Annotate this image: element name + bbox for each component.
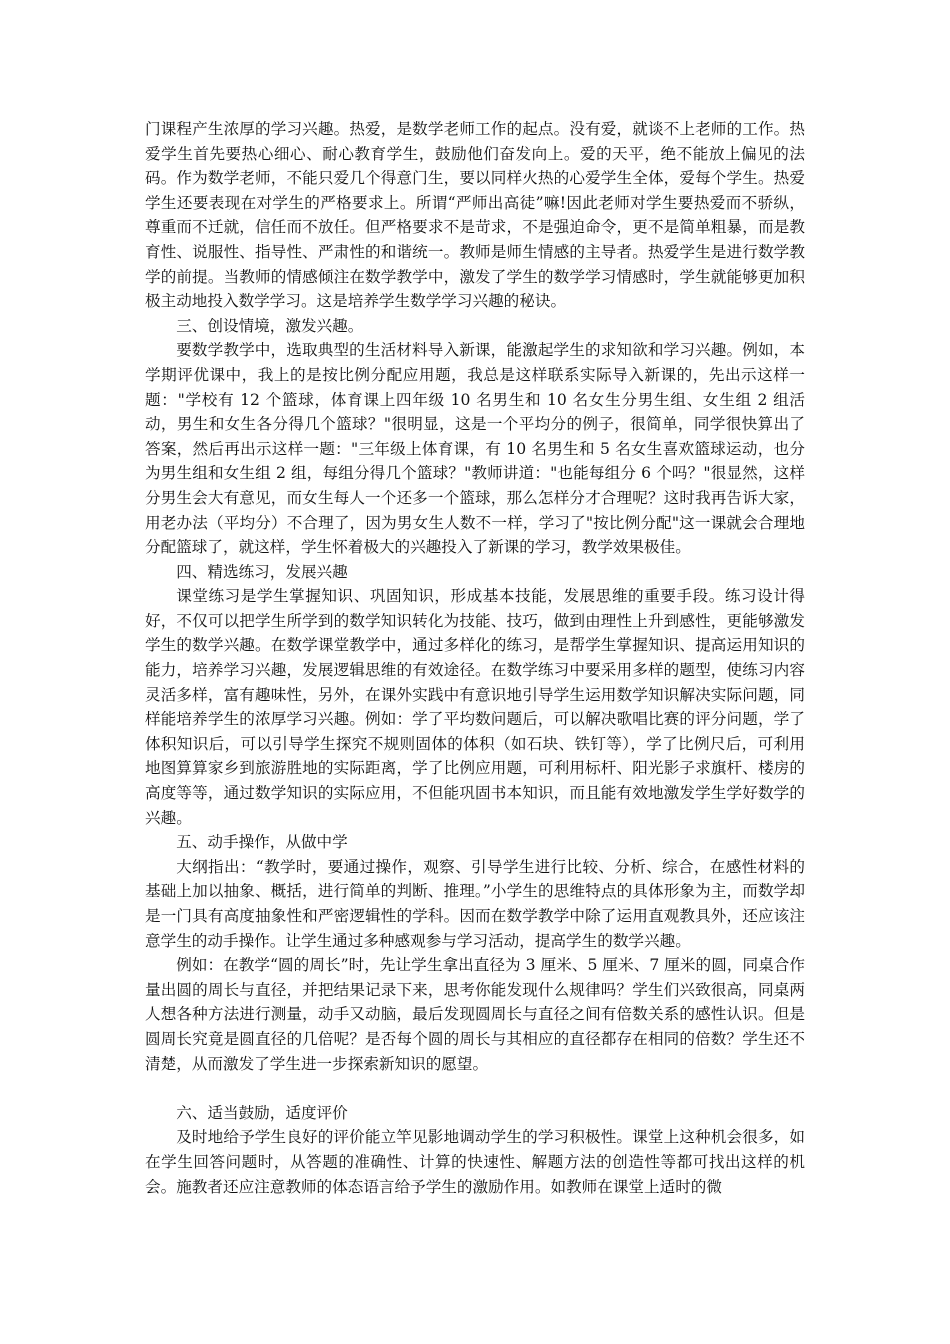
section-heading-5: 五、动手操作，从做中学 bbox=[176, 833, 348, 852]
paragraph-encourage: 及时地给予学生良好的评价能立竿见影地调动学生的学习积极性。课堂上这种机会很多，如在学生回答问题时，从答题的准确性、计算的快速性、解题方法的创造性等都可找出这样的机会。施教者还应注意教师的体态语言给予学生的激励作用。如教师在课堂上适时的微 bbox=[145, 1128, 805, 1196]
document-page bbox=[145, 117, 805, 1199]
paragraph-practice: 课堂练习是学生掌握知识、巩固知识，形成基本技能，发展思维的重要手段。练习设计得好，不仅可以把学生所学到的数学知识转化为技能、技巧，做到由理性上升到感性，更能够激发学生的数学兴趣。在数学课堂教学中，通过多样化的练习，是帮学生掌握知识、提高运用知识的能力，培养学习兴趣，发展逻辑思维的有效途径。在数学练习中要采用多样的题型，使练习内容灵活多样，富有趣味性，另外，在课外实践中有意识地引导学生运用数学知识解决实际问题，同样能培养学生的浓厚学习兴趣。例如：学了平均数问题后，可以解决歌唱比赛的评分问题，学了体积知识后，可以引导学生探究不规则固体的体积（如石块、铁钉等），学了比例尺后，可利用地图算算家乡到旅游胜地的实际距离，学了比例应用题，可利用标杆、阳光影子求旗杆、楼房的高度等等，通过数学知识的实际应用，不但能巩固书本知识，而且能有效地激发学生学好数学的兴趣。 bbox=[145, 587, 805, 827]
section-heading-6: 六、适当鼓励，适度评价 bbox=[176, 1103, 348, 1122]
paragraph-create-situation: 要数学教学中，选取典型的生活材料导入新课，能激起学生的求知欲和学习兴趣。例如，本学期评优课中，我上的是按比例分配应用题，我总是这样联系实际导入新课的，先出示这样一题："学校有 12 个篮球，体育课上四年级 10 名男生和 10 名女生分男生组、女生组 2 组活动，男生和女生各分得几个篮球？"很明显，这是一个平均分的例子，很简单，同学很快算出了答案，然后再出示这样一题："三年级上体育课，有 10 名男生和 5 名女生喜欢篮球运动，也分为男生组和女生组 2 组，每组分得几个篮球？"教师讲道："也能每组分 6 个吗？"很显然，这样分男生会大有意见，而女生每人一个还多一个篮球，那么怎样分才合理呢？这时我再告诉大家，用老办法（平均分）不合理了，因为男女生人数不一样，学习了"按比例分配"这一课就会合理地分配篮球了，就这样，学生怀着极大的兴趣投入了新课的学习，教学效果极佳。 bbox=[145, 341, 805, 557]
section-heading-4: 四、精选练习，发展兴趣 bbox=[176, 562, 348, 581]
paragraph-love-students: 门课程产生浓厚的学习兴趣。热爱，是数学老师工作的起点。没有爱，就谈不上老师的工作。热爱学生首先要热心细心、耐心教育学生，鼓励他们奋发向上。爱的天平，绝不能放上偏见的法码。作为数学老师，不能只爱几个得意门生，要以同样火热的心爱学生全体，爱每个学生。热爱学生还要表现在对学生的严格要求上。所谓“严师出高徒”嘛!因此老师对学生要热爱而不骄纵，尊重而不迁就，信任而不放任。但严格要求不是苛求，不是强迫命令，更不是简单粗暴，而是教育性、说服性、指导性、严肃性的和谐统一。教师是师生情感的主导者。热爱学生是进行数学教学的前提。当教师的情感倾注在数学教学中，激发了学生的数学学习情感时，学生就能够更加积极主动地投入数学学习。这是培养学生数学学习兴趣的秘诀。 bbox=[145, 120, 805, 311]
paragraph-circle-example: 例如：在教学“圆的周长”时，先让学生拿出直径为 3 厘米、5 厘米、7 厘米的圆，同桌合作量出圆的周长与直径，并把结果记录下来，思考你能发现什么规律吗？学生们兴致很高，同桌两人想各种方法进行测量，动手又动脑，最后发现圆周长与直径之间有倍数关系的感性认识。但是圆周长究竟是圆直径的几倍呢？是否每个圆的周长与其相应的直径都存在相同的倍数？学生还不清楚，从而激发了学生进一步探索新知识的愿望。 bbox=[145, 956, 805, 1073]
section-heading-3: 三、创设情境，激发兴趣。 bbox=[176, 316, 364, 335]
paragraph-hands-on: 大纲指出：“教学时，要通过操作，观察、引导学生进行比较、分析、综合，在感性材料的基础上加以抽象、概括，进行简单的判断、推理。”小学生的思维特点的具体形象为主，而数学却是一门具有高度抽象性和严密逻辑性的学科。因而在数学教学中除了运用直观教具外，还应该注意学生的动手操作。让学生通过多种感观参与学习活动，提高学生的数学兴趣。 bbox=[145, 857, 805, 950]
blank-line bbox=[145, 1076, 805, 1101]
